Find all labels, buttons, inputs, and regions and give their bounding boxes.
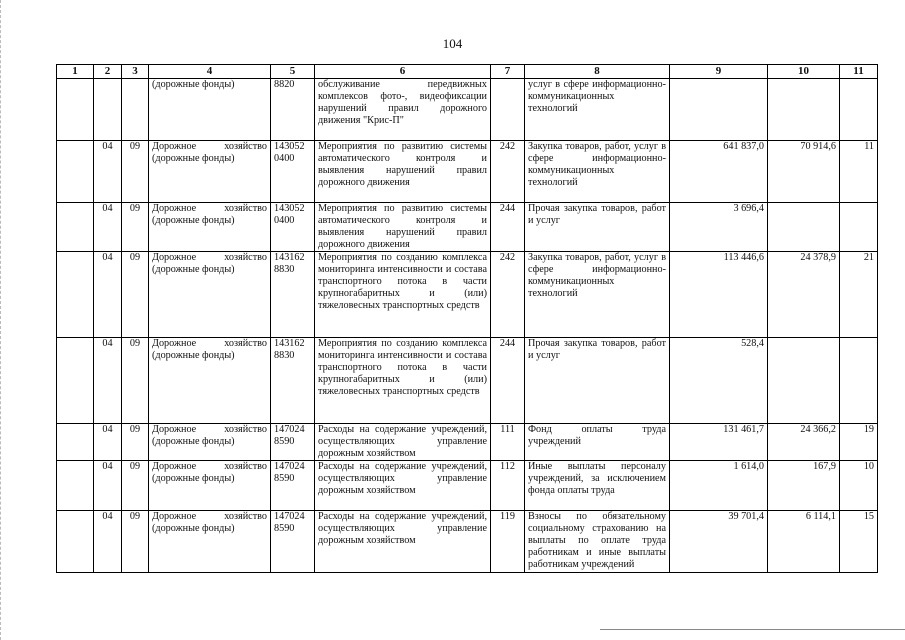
cell-name: (дорожные фонды): [149, 79, 271, 141]
cell-percent: [840, 79, 878, 141]
page-number: 104: [442, 36, 463, 51]
cell-expense-name: Взносы по обязательному социальному страхованию на выплаты по оплате труда работникам и иные выплаты работникам учреждений: [525, 511, 670, 573]
cell-col1: [57, 79, 94, 141]
cell-section: [94, 79, 122, 141]
cell-expense-name: Фонд оплаты труда учреждений: [525, 424, 670, 461]
table-row: [57, 461, 878, 511]
header-row: [57, 65, 878, 79]
cell-actual: 70 914,6: [768, 141, 840, 203]
cell-percent: 21: [840, 252, 878, 338]
cell-actual: [768, 338, 840, 424]
table-row: [57, 203, 878, 252]
cell-subsection: 09: [122, 141, 149, 203]
cell-name: Дорожное хозяйство (дорожные фонды): [149, 252, 271, 338]
cell-percent: 10: [840, 461, 878, 511]
col-header: 1: [57, 65, 94, 79]
col-header: 4: [149, 65, 271, 79]
cell-expense-type: 111: [491, 424, 525, 461]
cell-section: 04: [94, 338, 122, 424]
cell-plan: 528,4: [670, 338, 768, 424]
cell-name: Дорожное хозяйство (дорожные фонды): [149, 203, 271, 252]
cell-expense-name: Закупка товаров, работ, услуг в сфере информационно-коммуникационных технологий: [525, 141, 670, 203]
cell-name: Дорожное хозяйство (дорожные фонды): [149, 338, 271, 424]
cell-target-name: Мероприятия по развитию системы автоматического контроля и выявления нарушений правил дорожного движения: [315, 141, 491, 203]
table-row: [57, 252, 878, 338]
cell-plan: 1 614,0: [670, 461, 768, 511]
cell-section: 04: [94, 252, 122, 338]
cell-target-name: Расходы на содержание учреждений, осуществляющих управление дорожным хозяйством: [315, 424, 491, 461]
cell-col1: [57, 141, 94, 203]
cell-section: 04: [94, 424, 122, 461]
cell-expense-name: Прочая закупка товаров, работ и услуг: [525, 338, 670, 424]
margin-marks: [0, 0, 7, 640]
cell-target-code: 143162 8830: [271, 252, 315, 338]
cell-target-name: Расходы на содержание учреждений, осуществляющих управление дорожным хозяйством: [315, 461, 491, 511]
col-header: 3: [122, 65, 149, 79]
cell-plan: 3 696,4: [670, 203, 768, 252]
cell-target-code: 143052 0400: [271, 203, 315, 252]
cell-subsection: [122, 79, 149, 141]
cell-actual: [768, 203, 840, 252]
cell-plan: 39 701,4: [670, 511, 768, 573]
cell-expense-name: Прочая закупка товаров, работ и услуг: [525, 203, 670, 252]
cell-plan: 641 837,0: [670, 141, 768, 203]
cell-col1: [57, 338, 94, 424]
cell-percent: 15: [840, 511, 878, 573]
cell-target-name: обслуживание передвижных комплексов фото-, видеофиксации нарушений правил дорожного движения "Крис-П": [315, 79, 491, 141]
cell-expense-type: 242: [491, 141, 525, 203]
table-row: [57, 79, 878, 141]
cell-target-name: Мероприятия по созданию комплекса мониторинга интенсивности и состава транспортного потока в части крупногабаритных и (или) тяжеловесных транспортных средств: [315, 252, 491, 338]
cell-target-name: Мероприятия по созданию комплекса мониторинга интенсивности и состава транспортного потока в части крупногабаритных и (или) тяжеловесных транспортных средств: [315, 338, 491, 424]
cell-section: 04: [94, 511, 122, 573]
col-header: 7: [491, 65, 525, 79]
cell-target-code: 147024 8590: [271, 424, 315, 461]
cell-actual: [768, 79, 840, 141]
cell-actual: 24 366,2: [768, 424, 840, 461]
cell-section: 04: [94, 203, 122, 252]
cell-target-code: 143052 0400: [271, 141, 315, 203]
cell-section: 04: [94, 461, 122, 511]
cell-section: 04: [94, 141, 122, 203]
cell-subsection: 09: [122, 338, 149, 424]
table-row: [57, 141, 878, 203]
cell-target-code: 147024 8590: [271, 461, 315, 511]
bottom-rule: [600, 629, 905, 630]
cell-percent: 11: [840, 141, 878, 203]
cell-expense-name: Иные выплаты персоналу учреждений, за исключением фонда оплаты труда: [525, 461, 670, 511]
cell-expense-type: [491, 79, 525, 141]
cell-target-code: 8820: [271, 79, 315, 141]
cell-col1: [57, 461, 94, 511]
cell-col1: [57, 511, 94, 573]
cell-expense-type: 244: [491, 338, 525, 424]
cell-subsection: 09: [122, 252, 149, 338]
cell-expense-type: 119: [491, 511, 525, 573]
col-header: 8: [525, 65, 670, 79]
table-row: [57, 511, 878, 573]
col-header: 9: [670, 65, 768, 79]
col-header: 10: [768, 65, 840, 79]
col-header: 6: [315, 65, 491, 79]
cell-col1: [57, 203, 94, 252]
cell-name: Дорожное хозяйство (дорожные фонды): [149, 461, 271, 511]
cell-subsection: 09: [122, 511, 149, 573]
cell-subsection: 09: [122, 203, 149, 252]
cell-name: Дорожное хозяйство (дорожные фонды): [149, 424, 271, 461]
cell-plan: 131 461,7: [670, 424, 768, 461]
cell-actual: 6 114,1: [768, 511, 840, 573]
cell-percent: 19: [840, 424, 878, 461]
cell-name: Дорожное хозяйство (дорожные фонды): [149, 511, 271, 573]
cell-plan: 113 446,6: [670, 252, 768, 338]
cell-subsection: 09: [122, 424, 149, 461]
cell-percent: [840, 338, 878, 424]
col-header: 11: [840, 65, 878, 79]
table-row: [57, 424, 878, 461]
budget-table: [56, 64, 878, 573]
col-header: 2: [94, 65, 122, 79]
cell-target-code: 147024 8590: [271, 511, 315, 573]
cell-expense-type: 244: [491, 203, 525, 252]
table-row: [57, 338, 878, 424]
cell-expense-type: 112: [491, 461, 525, 511]
cell-col1: [57, 252, 94, 338]
col-header: 5: [271, 65, 315, 79]
cell-target-code: 143162 8830: [271, 338, 315, 424]
cell-actual: 167,9: [768, 461, 840, 511]
cell-percent: [840, 203, 878, 252]
cell-subsection: 09: [122, 461, 149, 511]
cell-target-name: Расходы на содержание учреждений, осуществляющих управление дорожным хозяйством: [315, 511, 491, 573]
cell-expense-type: 242: [491, 252, 525, 338]
cell-plan: [670, 79, 768, 141]
cell-expense-name: услуг в сфере информационно-коммуникационных технологий: [525, 79, 670, 141]
cell-expense-name: Закупка товаров, работ, услуг в сфере информационно-коммуникационных технологий: [525, 252, 670, 338]
cell-target-name: Мероприятия по развитию системы автоматического контроля и выявления нарушений правил дорожного движения: [315, 203, 491, 252]
cell-name: Дорожное хозяйство (дорожные фонды): [149, 141, 271, 203]
cell-col1: [57, 424, 94, 461]
cell-actual: 24 378,9: [768, 252, 840, 338]
